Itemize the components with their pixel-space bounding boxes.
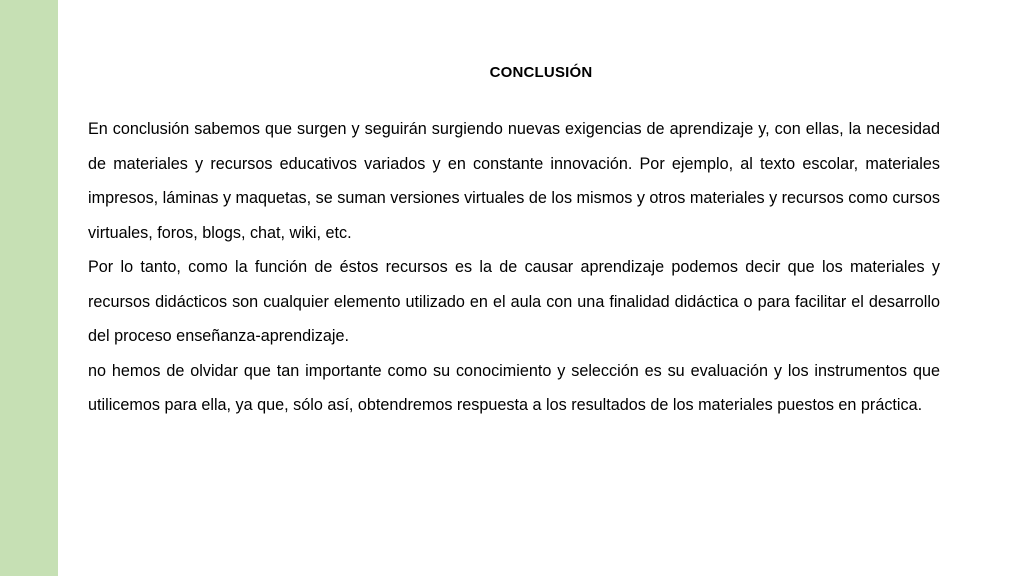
paragraph-materials-definition: Por lo tanto, como la función de éstos recursos es la de causar aprendizaje podemos decir que los materiales y recursos didácticos son cualquier elemento utilizado en el aula con una finalidad didáctica o para facilitar el desarrollo del proceso enseñanza-aprendizaje. <box>88 258 940 345</box>
paragraph-evaluation: no hemos de olvidar que tan importante como su conocimiento y selección es su evaluación y los instrumentos que utilicemos para ella, ya que, sólo así, obtendremos respuesta a los resultados de los materiales puestos en práctica. <box>88 361 940 414</box>
paragraph-conclusion: En conclusión sabemos que surgen y seguirán surgiendo nuevas exigencias de aprendizaje y, con ellas, la necesidad de materiales y recursos educativos variados y en constante innovación. Por ejemplo, al texto escolar, materiales impresos, láminas y maquetas, se suman versiones virtuales de los mismos y otros materiales y recursos como cursos virtuales, foros, blogs, chat, wiki, etc. <box>88 120 940 242</box>
side-accent-bar <box>0 0 58 576</box>
slide-body <box>88 112 940 423</box>
slide-title: CONCLUSIÓN <box>489 64 593 81</box>
